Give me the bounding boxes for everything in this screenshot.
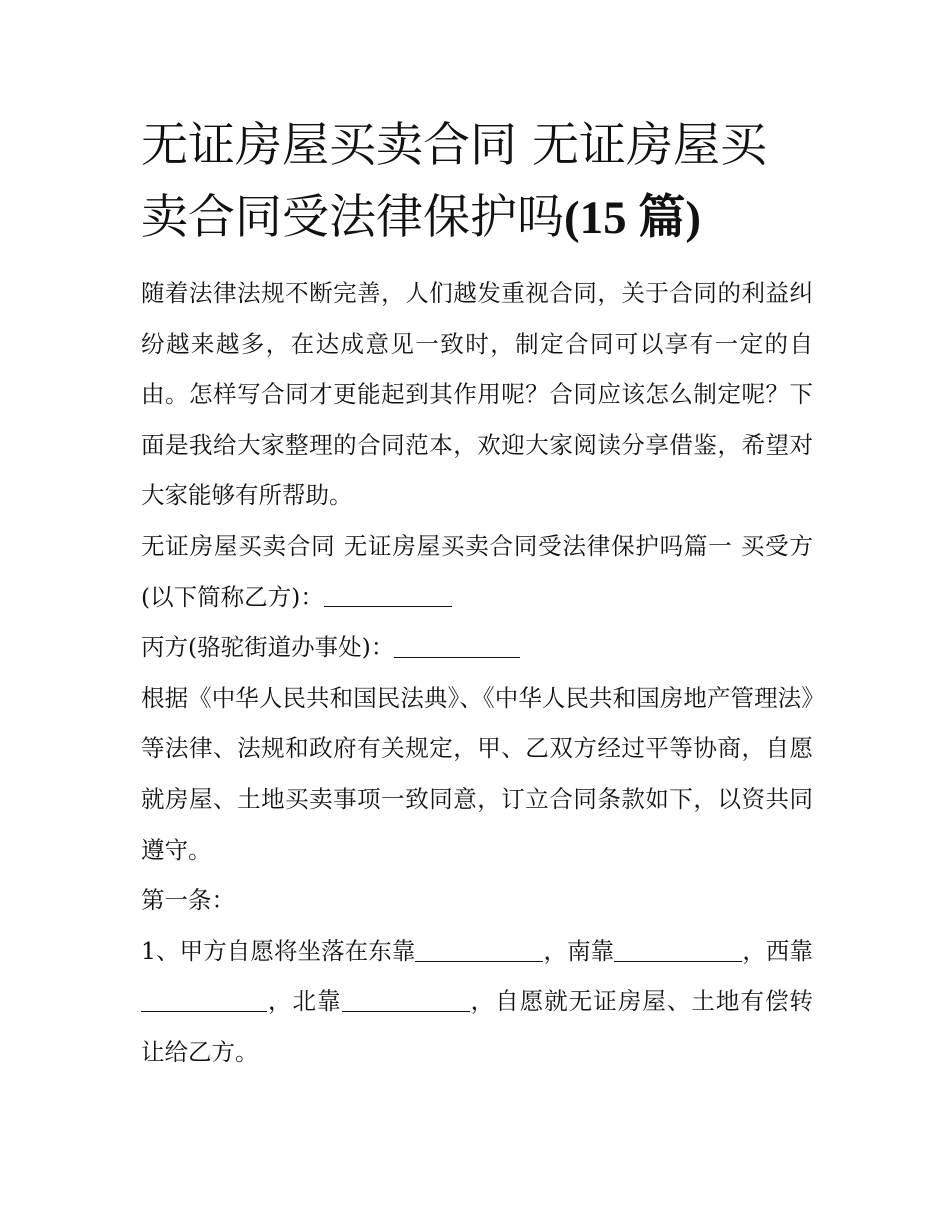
intro-paragraph: 随着法律法规不断完善，人们越发重视合同，关于合同的利益纠纷越来越多，在达成意见一致时，制定合同可以享有一定的自由。怎样写合同才更能起到其作用呢？合同应该怎么制定呢？下面是我给大家整理的合同范本，欢迎大家阅读分享借鉴，希望对大家能够有所帮助。	[141, 279, 813, 510]
party-c-paragraph	[141, 622, 813, 673]
clause-1-south-label: ，南靠	[543, 936, 615, 965]
clause-1-east-label: 1、甲方自愿将坐落在东靠	[141, 936, 416, 965]
article-1-heading: 第一条：	[141, 886, 235, 915]
buyer-blank	[324, 582, 452, 608]
clause-1-west-label: ，西靠	[742, 936, 814, 965]
title-count: (15 篇)	[564, 192, 702, 244]
west-blank	[141, 986, 267, 1012]
basis-paragraph: 根据《中华人民共和国民法典》、《中华人民共和国房地产管理法》等法律、法规和政府有关规定，甲、乙双方经过平等协商，自愿就房屋、土地买卖事项一致同意，订立合同条款如下，以资共同遵守。	[141, 683, 813, 864]
document-title	[141, 110, 813, 254]
east-blank	[415, 936, 543, 962]
title-text: 无证房屋买卖合同 无证房屋买卖合同受法律保护吗	[141, 118, 767, 245]
party-c-blank	[394, 632, 520, 658]
clause-1-north-label: ，北靠	[267, 987, 342, 1016]
clause-1-tail: ，自愿就无证房屋、土地有偿转让给乙方。	[141, 987, 814, 1066]
section-heading-text: 无证房屋买卖合同 无证房屋买卖合同受法律保护吗篇一 买受方(以下简称乙方)：	[141, 531, 813, 611]
section-heading-paragraph	[141, 521, 813, 622]
south-blank	[614, 936, 742, 962]
north-blank	[342, 986, 470, 1012]
document-page	[141, 110, 813, 1078]
party-c-label: 丙方(骆驼街道办事处)：	[141, 633, 395, 662]
clause-1-paragraph	[141, 926, 813, 1078]
